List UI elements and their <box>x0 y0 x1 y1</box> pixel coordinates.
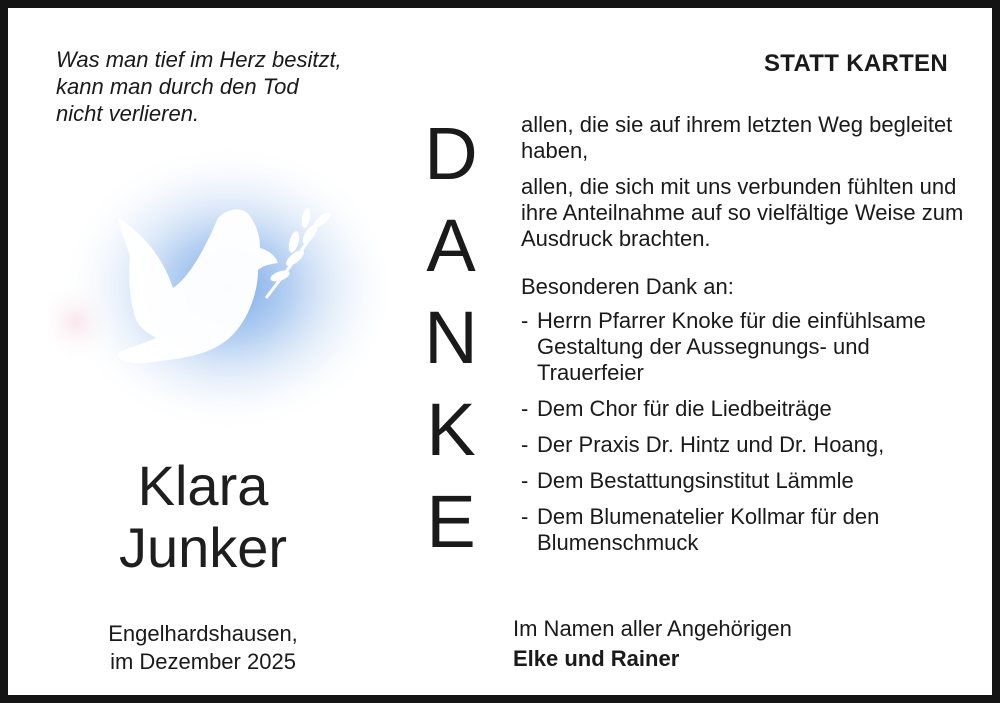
danke-vertical-heading <box>418 108 484 568</box>
date: im Dezember 2025 <box>110 649 296 674</box>
signature-intro: Im Namen aller Angehörigen <box>513 616 792 641</box>
statt-karten-label: STATT KARTEN <box>763 50 948 77</box>
quote-line: nicht verlieren. <box>56 101 200 126</box>
danke-letter: N <box>424 296 478 379</box>
danke-letter: A <box>426 204 476 287</box>
special-thanks-list <box>521 308 981 556</box>
list-item: - Dem Bestattungsinstitut Lämmle <box>521 468 981 494</box>
deceased-name <box>68 455 338 579</box>
deceased-last-name: Junker <box>118 516 288 579</box>
place-and-date <box>68 620 338 676</box>
signature-block <box>513 614 792 674</box>
signature-names: Elke und Rainer <box>513 646 680 671</box>
danke-letter: D <box>424 112 478 195</box>
thanks-text <box>521 112 981 566</box>
list-item: - Dem Chor für die Liedbeiträge <box>521 396 981 422</box>
place: Engelhardshausen, <box>108 621 298 646</box>
special-thanks-heading: Besonderen Dank an: <box>521 274 734 299</box>
list-item: - Herrn Pfarrer Knoke für die einfühlsame Gestaltung der Aussegnungs- und Trauerfeier <box>521 308 981 386</box>
dove-with-olive-branch-icon <box>48 138 388 438</box>
list-item: - Dem Blumenatelier Kollmar für den Blumenschmuck <box>521 504 981 556</box>
deceased-first-name: Klara <box>137 454 269 517</box>
memorial-quote <box>56 46 386 127</box>
thanks-paragraph-1: allen, die sie auf ihrem letzten Weg begleitet haben, <box>521 112 953 163</box>
thanks-paragraph-2: allen, die sich mit uns verbunden fühlten und ihre Anteilnahme auf so vielfältige Weise zum Ausdruck brachten. <box>521 174 964 251</box>
list-item: - Der Praxis Dr. Hintz und Dr. Hoang, <box>521 432 981 458</box>
quote-line: kann man durch den Tod <box>56 74 299 99</box>
danke-letter: E <box>426 480 476 563</box>
quote-line: Was man tief im Herz besitzt, <box>56 47 342 72</box>
danke-letter: K <box>426 388 476 471</box>
